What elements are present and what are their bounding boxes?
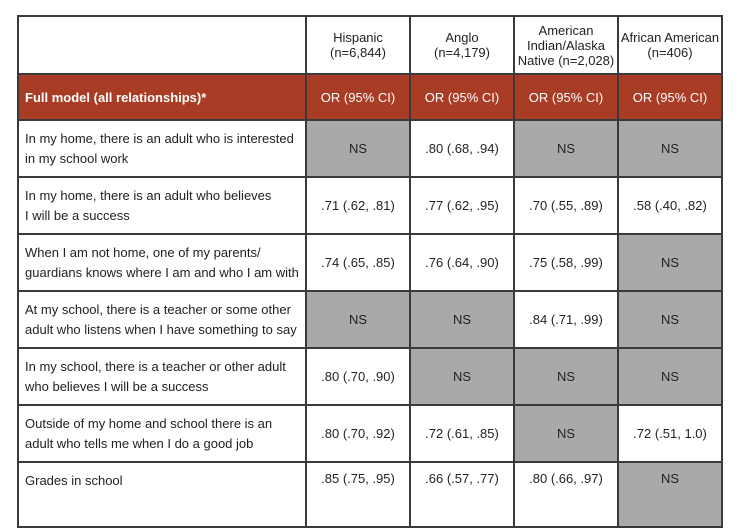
cell-value: .80 (.70, .90) bbox=[306, 348, 410, 405]
row-label: In my home, there is an adult who is interested in my school work bbox=[18, 120, 306, 177]
or-ci-label: OR (95% CI) bbox=[306, 74, 410, 120]
cell-value: NS bbox=[514, 120, 618, 177]
cell-value: NS bbox=[514, 405, 618, 462]
cell-value: .85 (.75, .95) bbox=[306, 462, 410, 527]
cell-value: .80 (.66, .97) bbox=[514, 462, 618, 527]
results-table bbox=[17, 15, 723, 528]
cell-value: .70 (.55, .89) bbox=[514, 177, 618, 234]
row-label: Grades in school bbox=[18, 462, 306, 527]
cell-value: .58 (.40, .82) bbox=[618, 177, 722, 234]
table-row bbox=[18, 405, 722, 462]
header-row bbox=[18, 16, 722, 74]
header-line: (n=406) bbox=[647, 45, 693, 60]
table-row bbox=[18, 462, 722, 527]
full-model-label: Full model (all relationships)* bbox=[18, 74, 306, 120]
cell-value: .77 (.62, .95) bbox=[410, 177, 514, 234]
header-hispanic bbox=[306, 16, 410, 74]
header-anglo bbox=[410, 16, 514, 74]
header-line: Hispanic bbox=[333, 30, 383, 45]
header-line: American Indian/Alaska bbox=[526, 22, 606, 53]
cell-value: NS bbox=[306, 291, 410, 348]
header-line: (n=4,179) bbox=[433, 45, 490, 60]
table-row bbox=[18, 177, 722, 234]
or-ci-label: OR (95% CI) bbox=[514, 74, 618, 120]
cell-value: .72 (.51, 1.0) bbox=[618, 405, 722, 462]
cell-value: .66 (.57, .77) bbox=[410, 462, 514, 527]
header-line: African American bbox=[620, 30, 720, 45]
cell-value: .72 (.61, .85) bbox=[410, 405, 514, 462]
table-row bbox=[18, 291, 722, 348]
cell-value: NS bbox=[306, 120, 410, 177]
row-label: In my home, there is an adult who believes I will be a success bbox=[18, 177, 306, 234]
cell-value: NS bbox=[618, 291, 722, 348]
cell-value: NS bbox=[618, 348, 722, 405]
table-row bbox=[18, 120, 722, 177]
cell-value: .74 (.65, .85) bbox=[306, 234, 410, 291]
row-label: Outside of my home and school there is an adult who tells me when I do a good job bbox=[18, 405, 306, 462]
cell-value: NS bbox=[514, 348, 618, 405]
header-line: Native (n=2,028) bbox=[517, 52, 615, 68]
row-label: When I am not home, one of my parents/ guardians knows where I am and who I am with bbox=[18, 234, 306, 291]
cell-value: NS bbox=[618, 462, 722, 527]
cell-value: .71 (.62, .81) bbox=[306, 177, 410, 234]
cell-value: NS bbox=[618, 120, 722, 177]
cell-value: .80 (.70, .92) bbox=[306, 405, 410, 462]
cell-value: NS bbox=[410, 348, 514, 405]
header-african-american bbox=[618, 16, 722, 74]
cell-value: .76 (.64, .90) bbox=[410, 234, 514, 291]
full-model-row bbox=[18, 74, 722, 120]
header-empty-cell bbox=[18, 16, 306, 74]
table-row bbox=[18, 234, 722, 291]
cell-value: .75 (.58, .99) bbox=[514, 234, 618, 291]
row-label: In my school, there is a teacher or other adult who believes I will be a success bbox=[18, 348, 306, 405]
cell-value: NS bbox=[410, 291, 514, 348]
header-line: (n=6,844) bbox=[329, 45, 386, 60]
cell-value: NS bbox=[618, 234, 722, 291]
cell-value: .84 (.71, .99) bbox=[514, 291, 618, 348]
header-line: Anglo bbox=[445, 30, 479, 45]
cell-value: .80 (.68, .94) bbox=[410, 120, 514, 177]
or-ci-label: OR (95% CI) bbox=[618, 74, 722, 120]
row-label: At my school, there is a teacher or some other adult who listens when I have something to say bbox=[18, 291, 306, 348]
or-ci-label: OR (95% CI) bbox=[410, 74, 514, 120]
header-american-indian bbox=[514, 16, 618, 74]
table-row bbox=[18, 348, 722, 405]
